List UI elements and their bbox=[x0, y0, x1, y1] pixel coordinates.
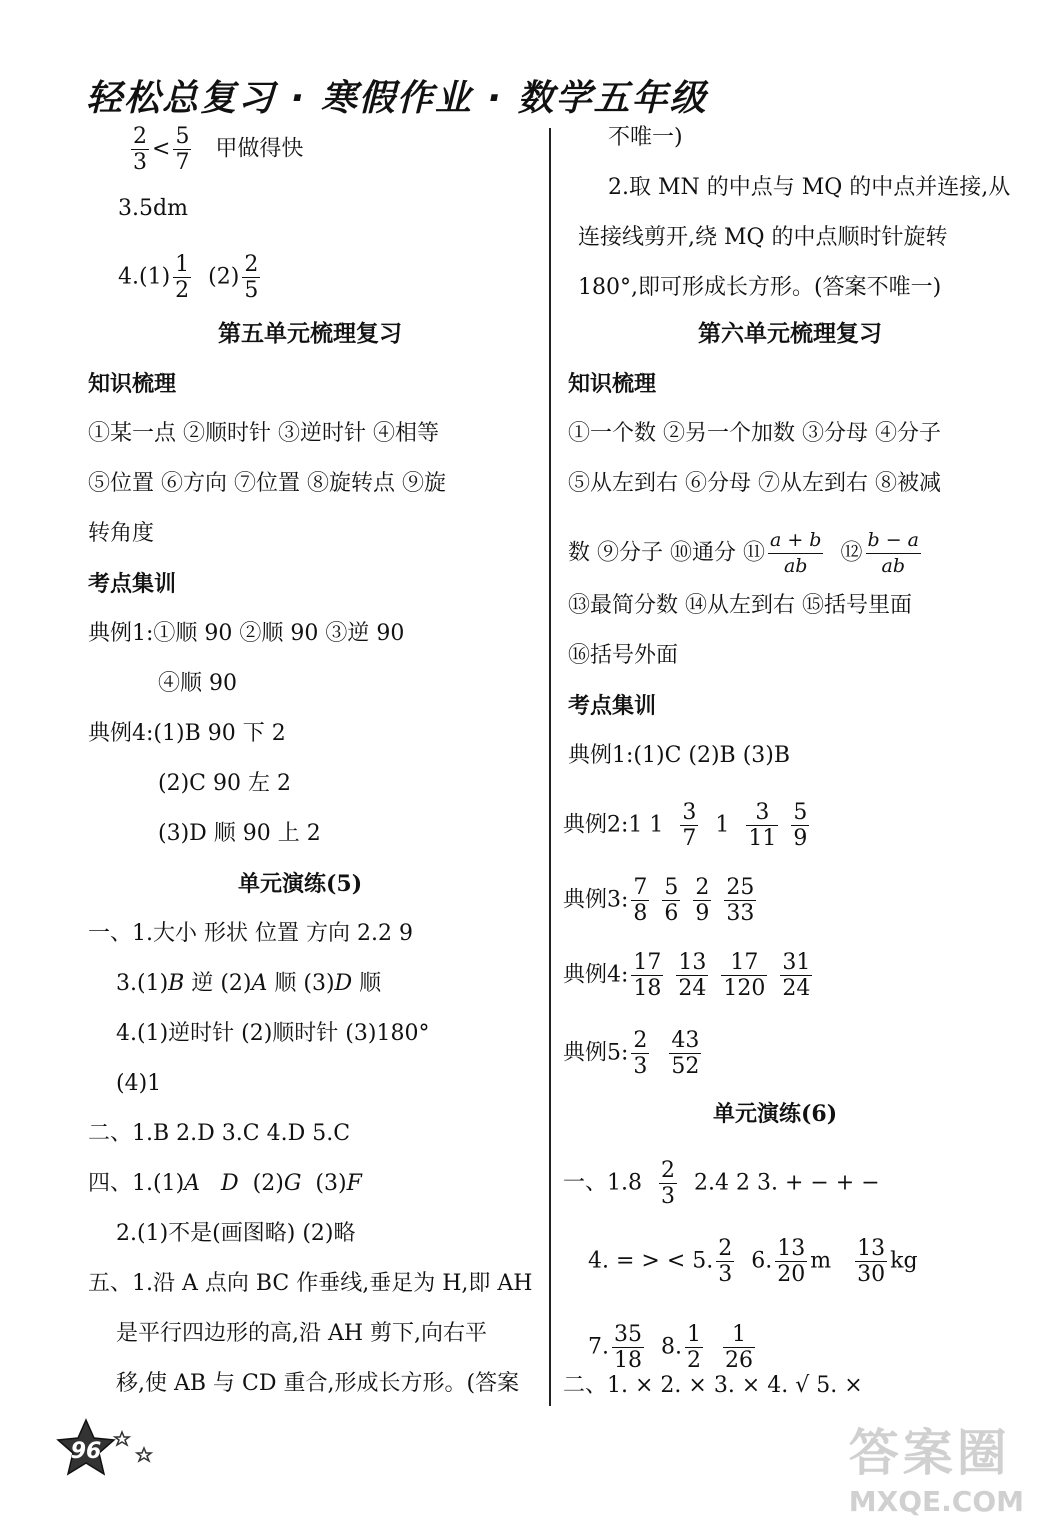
label: 2.4 2 3. + − + − bbox=[694, 1170, 880, 1196]
u5-line-4: 4.(1)逆时针 (2)顺时针 (3)180° bbox=[116, 1021, 430, 1046]
fraction bbox=[768, 528, 824, 579]
numerator: 5 bbox=[175, 124, 190, 149]
denominator: 7 bbox=[175, 150, 190, 175]
watermark-line-1: 答案圈 bbox=[848, 1424, 1011, 1482]
denominator: 3 bbox=[633, 1054, 648, 1079]
denominator: 2 bbox=[687, 1348, 701, 1373]
denominator: 26 bbox=[725, 1348, 753, 1373]
left-line-2: 3.5dm bbox=[118, 196, 188, 221]
var: A bbox=[251, 971, 268, 996]
fraction bbox=[131, 124, 149, 175]
left-line-1 bbox=[128, 124, 303, 175]
label: (2) bbox=[208, 264, 240, 290]
denominator: 7 bbox=[682, 826, 697, 851]
denominator: 120 bbox=[723, 976, 766, 1001]
numerator: a + b bbox=[768, 528, 824, 554]
watermark bbox=[849, 1413, 1024, 1518]
numerator: 2 bbox=[633, 1028, 648, 1053]
denominator: 24 bbox=[678, 976, 707, 1001]
var: A bbox=[184, 1171, 201, 1196]
column-divider bbox=[549, 128, 551, 1406]
unit-6-practice-title: 单元演练(6) bbox=[713, 1101, 838, 1127]
label: 顺 (3) bbox=[267, 971, 335, 996]
label: 一、1.8 bbox=[563, 1170, 642, 1196]
numerator: 2 bbox=[133, 124, 147, 149]
numerator: 2 bbox=[718, 1236, 733, 1261]
s6-example-5 bbox=[563, 1028, 704, 1079]
s5-example-4a: 典例4:(1)B 90 下 2 bbox=[88, 721, 286, 746]
denominator: 30 bbox=[857, 1262, 886, 1287]
label: 典例5: bbox=[563, 1040, 629, 1066]
numerator: 43 bbox=[671, 1028, 700, 1053]
left-line-3 bbox=[118, 252, 263, 303]
label: 1 bbox=[715, 812, 730, 838]
label: 逆 (2) bbox=[184, 971, 252, 996]
denominator: ab bbox=[881, 555, 905, 577]
fraction bbox=[866, 528, 922, 579]
label: 4.(1) bbox=[118, 264, 171, 290]
fraction bbox=[775, 1236, 807, 1287]
denominator: 18 bbox=[633, 976, 662, 1001]
numerator: 13 bbox=[678, 950, 707, 975]
s5-example-4c: (3)D 顺 90 上 2 bbox=[158, 821, 321, 846]
right-line-3: 连接线剪开,绕 MQ 的中点顺时针旋转 bbox=[578, 225, 948, 250]
s6-knowledge-line-2: ⑤从左到右 ⑥分母 ⑦从左到右 ⑧被减 bbox=[568, 471, 941, 496]
u5-section-4 bbox=[88, 1170, 362, 1198]
s5-knowledge-line-1: ①某一点 ②顺时针 ③逆时针 ④相等 bbox=[88, 421, 439, 446]
s6-knowledge-line-5: ⑯括号外面 bbox=[568, 643, 679, 668]
denominator: 52 bbox=[671, 1054, 700, 1079]
answer-text: 甲做得快 bbox=[215, 136, 304, 162]
numerator: 17 bbox=[633, 950, 662, 975]
s5-example-1a: 典例1:①顺 90 ②顺 90 ③逆 90 bbox=[88, 621, 405, 646]
label: ⑫ bbox=[840, 540, 863, 566]
u6-section-2: 二、1. × 2. × 3. × 4. √ 5. × bbox=[563, 1373, 863, 1398]
section-6-title: 第六单元梳理复习 bbox=[698, 320, 882, 347]
var: B bbox=[168, 971, 185, 996]
denominator: 18 bbox=[614, 1348, 642, 1373]
denominator: ab bbox=[783, 555, 808, 577]
numerator: 5 bbox=[664, 875, 679, 900]
u5-section-5a: 五、1.沿 A 点向 BC 作垂线,垂足为 H,即 AH bbox=[88, 1271, 533, 1296]
s6-knowledge-heading: 知识梳理 bbox=[568, 371, 657, 397]
less-than: < bbox=[152, 136, 171, 162]
fraction bbox=[612, 1322, 644, 1373]
u5-line-4b: (4)1 bbox=[116, 1071, 162, 1096]
label: 典例4: bbox=[563, 962, 629, 988]
label: 3.(1) bbox=[116, 971, 169, 996]
denominator: 8 bbox=[633, 901, 648, 926]
fraction bbox=[631, 950, 663, 1001]
section-5-title: 第五单元梳理复习 bbox=[218, 320, 402, 347]
fraction bbox=[676, 950, 708, 1001]
fraction bbox=[721, 950, 767, 1001]
fraction bbox=[662, 875, 680, 926]
label: 顺 bbox=[352, 971, 382, 996]
numerator: 1 bbox=[175, 252, 190, 277]
numerator: 13 bbox=[857, 1236, 886, 1261]
s6-knowledge-line-3 bbox=[568, 528, 924, 579]
watermark-line-2: MXQE.COM bbox=[848, 1485, 1024, 1518]
right-line-4: 180°,即可形成长方形。(答案不唯一) bbox=[578, 275, 942, 300]
denominator: 11 bbox=[748, 826, 777, 851]
var: G bbox=[283, 1171, 302, 1196]
var: D bbox=[221, 1171, 239, 1196]
label: (3) bbox=[315, 1171, 347, 1196]
fraction bbox=[173, 252, 191, 303]
denominator: 20 bbox=[777, 1262, 806, 1287]
numerator: 13 bbox=[777, 1236, 806, 1261]
s5-knowledge-heading: 知识梳理 bbox=[88, 371, 177, 397]
denominator: 5 bbox=[244, 278, 259, 303]
s6-knowledge-line-4: ⑬最简分数 ⑭从左到右 ⑮括号里面 bbox=[568, 593, 912, 618]
u6-line-4 bbox=[588, 1236, 918, 1287]
fraction bbox=[680, 800, 698, 851]
fraction bbox=[791, 800, 809, 851]
label: 4. = > < 5. bbox=[588, 1248, 714, 1274]
unit: kg bbox=[890, 1248, 918, 1274]
fraction bbox=[242, 252, 260, 303]
fraction bbox=[659, 1158, 677, 1209]
numerator: 2 bbox=[661, 1158, 675, 1183]
denominator: 24 bbox=[782, 976, 811, 1001]
fraction bbox=[685, 1322, 703, 1373]
u6-line-1 bbox=[563, 1158, 880, 1209]
denominator: 6 bbox=[664, 901, 679, 926]
var: D bbox=[334, 971, 353, 996]
fraction bbox=[173, 124, 191, 175]
s6-example-2 bbox=[563, 800, 812, 851]
label: 7. bbox=[588, 1334, 609, 1360]
right-line-2: 2.取 MN 的中点与 MQ 的中点并连接,从 bbox=[608, 175, 1011, 200]
fraction bbox=[631, 875, 649, 926]
fraction bbox=[631, 1028, 649, 1079]
fraction bbox=[693, 875, 711, 926]
denominator: 9 bbox=[695, 901, 710, 926]
denominator: 9 bbox=[793, 826, 808, 851]
s6-example-4 bbox=[563, 950, 815, 1001]
fraction bbox=[716, 1236, 734, 1287]
label: 8. bbox=[661, 1334, 682, 1360]
numerator: 7 bbox=[633, 875, 648, 900]
fraction bbox=[724, 875, 756, 926]
fraction bbox=[855, 1236, 887, 1287]
unit-5-practice-title: 单元演练(5) bbox=[238, 871, 363, 897]
numerator: 1 bbox=[687, 1322, 701, 1347]
label: 四、1.(1) bbox=[88, 1171, 185, 1196]
denominator: 3 bbox=[718, 1262, 733, 1287]
s5-example-1b: ④顺 90 bbox=[158, 671, 237, 696]
s5-knowledge-line-3: 转角度 bbox=[88, 521, 155, 546]
unit: m bbox=[810, 1248, 832, 1274]
u5-section-5c: 移,使 AB 与 CD 重合,形成长方形。(答案 bbox=[116, 1371, 520, 1396]
u5-section-5b: 是平行四边形的高,沿 AH 剪下,向右平 bbox=[116, 1321, 488, 1346]
numerator: 17 bbox=[721, 950, 767, 976]
fraction bbox=[723, 1322, 755, 1373]
right-line-1: 不唯一) bbox=[608, 125, 683, 150]
s5-knowledge-line-2: ⑤位置 ⑥方向 ⑦位置 ⑧旋转点 ⑨旋 bbox=[88, 471, 446, 496]
numerator: 35 bbox=[614, 1322, 642, 1347]
fraction bbox=[746, 800, 778, 851]
numerator: 2 bbox=[695, 875, 710, 900]
u5-line-1: 一、1.大小 形状 位置 方向 2.2 9 bbox=[88, 921, 413, 946]
s6-example-1: 典例1:(1)C (2)B (3)B bbox=[568, 743, 791, 768]
numerator: 3 bbox=[746, 800, 778, 826]
fraction bbox=[780, 950, 812, 1001]
numerator: 2 bbox=[244, 252, 259, 277]
denominator: 33 bbox=[726, 901, 755, 926]
numerator: 3 bbox=[682, 800, 697, 825]
label: 数 ⑨分子 ⑩通分 ⑪ bbox=[568, 540, 765, 566]
page-number-star-icon bbox=[56, 1418, 156, 1478]
fraction bbox=[669, 1028, 701, 1079]
s5-example-4b: (2)C 90 左 2 bbox=[158, 771, 291, 796]
page-number: 96 bbox=[70, 1439, 102, 1464]
s6-example-3 bbox=[563, 875, 759, 926]
s6-exam-heading: 考点集训 bbox=[568, 693, 657, 719]
label: 6. bbox=[751, 1248, 773, 1274]
numerator: b − a bbox=[866, 528, 922, 554]
u5-section-2: 二、1.B 2.D 3.C 4.D 5.C bbox=[88, 1121, 351, 1146]
denominator: 3 bbox=[133, 150, 147, 175]
u6-line-7 bbox=[588, 1322, 758, 1373]
numerator: 25 bbox=[726, 875, 755, 900]
label: 典例3: bbox=[563, 887, 629, 913]
s5-exam-heading: 考点集训 bbox=[88, 571, 177, 597]
numerator: 1 bbox=[723, 1322, 755, 1348]
label: 典例2:1 1 bbox=[563, 812, 664, 838]
u5-line-3 bbox=[116, 970, 381, 998]
denominator: 3 bbox=[661, 1184, 675, 1209]
label: (2) bbox=[252, 1171, 284, 1196]
u5-section-4-2: 2.(1)不是(画图略) (2)略 bbox=[116, 1221, 356, 1246]
page-header-title: 轻松总复习 · 寒假作业 · 数学五年级 bbox=[86, 78, 708, 119]
numerator: 5 bbox=[793, 800, 808, 825]
numerator: 31 bbox=[782, 950, 811, 975]
s6-knowledge-line-1: ①一个数 ②另一个加数 ③分母 ④分子 bbox=[568, 421, 941, 446]
var: F bbox=[346, 1171, 362, 1196]
denominator: 2 bbox=[175, 278, 190, 303]
